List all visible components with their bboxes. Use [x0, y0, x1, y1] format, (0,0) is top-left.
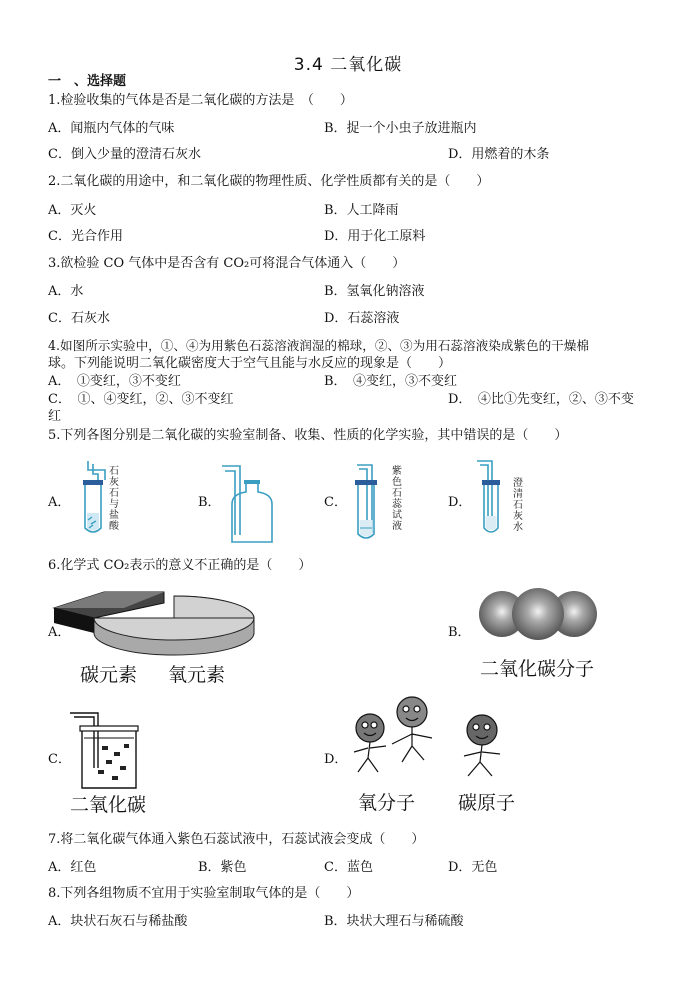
- question-8-stem: 8.下列各组物质不宜用于实验室制取气体的是（ ）: [48, 886, 360, 901]
- q1-option-c: C．倒入少量的澄清石灰水: [48, 147, 201, 162]
- q4-option-c: C． ①、④变红，②、③不变红: [48, 392, 234, 407]
- q6-option-d: D．: [324, 752, 348, 767]
- q2-option-c: C．光合作用: [48, 229, 123, 244]
- q5-option-d: D．: [448, 495, 472, 510]
- q8-option-a: A．块状石灰石与稀盐酸: [48, 914, 188, 929]
- q5-option-b: B．: [198, 495, 221, 510]
- question-5-stem: 5.下列各图分别是二氧化碳的实验室制备、收集、性质的化学实验，其中错误的是（ ）: [48, 428, 568, 443]
- q5-c-label: 紫色石蕊试液: [392, 466, 402, 532]
- q7-option-a: A．红色: [48, 860, 97, 875]
- q6-a-caption-carbon: 碳元素: [80, 664, 138, 686]
- q3-option-c: C．石灰水: [48, 311, 110, 326]
- q2-option-d: D．用于化工原料: [324, 229, 426, 244]
- q2-option-b: B．人工降雨: [324, 203, 399, 218]
- question-4-stem-line1: 4.如图所示实验中，①、④为用紫色石蕊溶液润湿的棉球，②、③为用石蕊溶液染成紫色的干燥棉: [48, 338, 589, 353]
- q6-d-cartoon-figure: [340, 690, 520, 785]
- q4-option-a: A． ①变红，③不变红: [48, 374, 181, 389]
- page-title: 3.4 二氧化碳: [293, 55, 403, 75]
- q6-c-caption: 二氧化碳: [70, 794, 147, 816]
- q2-option-a: A．灭火: [48, 203, 97, 218]
- q6-option-a: A．: [48, 625, 71, 640]
- question-6-stem: 6.化学式 CO₂表示的意义不正确的是（ ）: [48, 558, 312, 573]
- q6-a-pie-figure: [64, 588, 254, 660]
- question-1-stem: 1.检验收集的气体是否是二氧化碳的方法是 （ ）: [48, 93, 353, 108]
- q4-option-d: D． ④比①先变红，②、③不变: [448, 392, 634, 407]
- q5-d-label: 澄清石灰水: [513, 478, 523, 533]
- q6-option-b: B．: [448, 625, 471, 640]
- q4-option-b: B． ④变红，③不变红: [324, 374, 458, 389]
- question-7-stem: 7.将二氧化碳气体通入紫色石蕊试液中，石蕊试液会变成（ ）: [48, 832, 425, 847]
- q7-option-b: B．紫色: [198, 860, 247, 875]
- q3-option-d: D．石蕊溶液: [324, 311, 400, 326]
- q5-option-c: C．: [324, 495, 347, 510]
- q6-d-caption-oxygen-molecule: 氧分子: [358, 792, 416, 814]
- q3-option-a: A．水: [48, 284, 84, 299]
- q6-c-gas-bottle-figure: [68, 708, 148, 790]
- q3-option-b: B．氢氧化钠溶液: [324, 284, 425, 299]
- q5-b-gas-bottle-figure: [220, 460, 280, 545]
- q6-option-c: C．: [48, 752, 71, 767]
- question-3-stem: 3.欲检验 CO 气体中是否含有 CO₂可将混合气体通入（ ）: [48, 256, 406, 271]
- q1-option-d: D．用燃着的木条: [448, 147, 550, 162]
- q8-option-b: B．块状大理石与稀硫酸: [324, 914, 464, 929]
- q6-b-molecule-figure: [478, 584, 598, 644]
- q6-d-caption-carbon-atom: 碳原子: [458, 792, 516, 814]
- question-2-stem: 2.二氧化碳的用途中，和二氧化碳的物理性质、化学性质都有关的是（ ）: [48, 174, 490, 189]
- q7-option-d: D．无色: [448, 860, 498, 875]
- q1-option-b: B．捉一个小虫子放进瓶内: [324, 121, 477, 136]
- section-heading: 一 、选择题: [48, 74, 127, 89]
- q5-a-label: 石灰石与盐酸: [109, 466, 119, 532]
- q6-b-caption: 二氧化碳分子: [480, 658, 595, 680]
- q6-a-caption-oxygen: 氧元素: [168, 664, 226, 686]
- q4-option-d-wrap: 红: [48, 409, 62, 424]
- question-4-stem-line2: 球。下列能说明二氧化碳密度大于空气且能与水反应的现象是（ ）: [48, 356, 452, 371]
- q5-option-a: A．: [48, 495, 71, 510]
- q1-option-a: A．闻瓶内气体的气味: [48, 121, 175, 136]
- q5-a-test-tube-figure: [74, 458, 134, 548]
- q7-option-c: C．蓝色: [324, 860, 373, 875]
